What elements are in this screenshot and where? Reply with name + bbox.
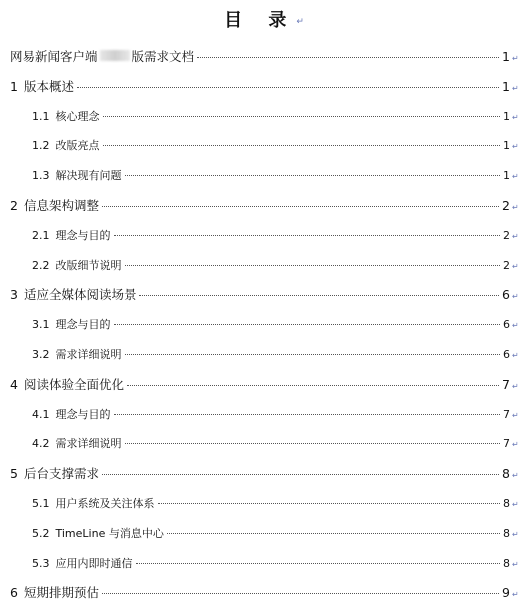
toc-entry-page: 2 (503, 228, 510, 242)
toc-entry-title: 信息架构调整 (23, 197, 99, 213)
paragraph-mark-icon: ↵ (512, 590, 519, 600)
toc-entry-page: 1 (503, 169, 510, 183)
paragraph-mark-icon: ↵ (512, 83, 519, 93)
dot-leader (103, 116, 501, 117)
toc-entry-title: 应用内即时通信 (55, 556, 133, 570)
dot-leader (125, 265, 501, 266)
toc-entry[interactable] (0, 400, 528, 430)
toc-title-text: 目 录 (224, 10, 297, 31)
toc-entry-title: 解决现有问题 (55, 169, 122, 183)
paragraph-mark-icon: ↵ (512, 559, 519, 569)
toc-entry[interactable] (0, 42, 528, 72)
toc-entry-number: 3.1 (32, 318, 50, 332)
toc-entry-number: 2.2 (32, 258, 50, 272)
paragraph-mark-icon: ↵ (512, 292, 519, 302)
toc-entry-title: 版本概述 (23, 78, 74, 94)
toc-entry-page: 6 (503, 318, 510, 332)
dot-leader (103, 145, 501, 146)
dot-leader (114, 414, 501, 415)
toc-entry-page: 6 (502, 287, 510, 303)
dot-leader (102, 593, 499, 594)
paragraph-mark-icon: ↵ (512, 172, 519, 182)
toc-entry-title: 理念与目的 (55, 228, 111, 242)
paragraph-mark-icon: ↵ (512, 529, 519, 539)
toc-entry-page: 2 (502, 197, 510, 213)
toc-entry-number: 5 (10, 466, 18, 482)
toc-entry[interactable] (0, 549, 528, 579)
toc-entry-title: 核心理念 (55, 109, 100, 123)
toc-entry-title: 短期排期预估 (23, 585, 99, 601)
dot-leader (197, 57, 499, 58)
toc-entry-number: 1.3 (32, 169, 50, 183)
toc-entry-page: 7 (502, 376, 510, 392)
toc-entry-title: 后台支撑需求 (23, 466, 99, 482)
toc-entry-title: 改版亮点 (55, 139, 100, 153)
toc-entry[interactable] (0, 131, 528, 161)
toc-entry-page: 7 (503, 407, 510, 421)
toc-entry[interactable] (0, 578, 528, 608)
paragraph-mark-icon: ↵ (512, 231, 519, 241)
toc-entry[interactable] (0, 72, 528, 102)
toc-entry-number: 4 (10, 376, 18, 392)
toc-title (0, 6, 528, 32)
paragraph-mark-icon: ↵ (512, 321, 519, 331)
toc-entry-page: 8 (503, 496, 510, 510)
toc-entry-number: 4.1 (32, 407, 50, 421)
toc-entry-number: 6 (10, 585, 18, 601)
dot-leader (102, 206, 499, 207)
toc-entry-number: 4.2 (32, 437, 50, 451)
toc-entry-title: 适应全媒体阅读场景 (23, 287, 137, 303)
toc-entry[interactable] (0, 191, 528, 221)
dot-leader (77, 87, 499, 88)
toc-entry-title: 理念与目的 (55, 407, 111, 421)
toc-entry[interactable] (0, 370, 528, 400)
toc-entry[interactable] (0, 221, 528, 251)
paragraph-mark-icon: ↵ (512, 410, 519, 420)
toc-entry-title: 网易新闻客户端 (10, 49, 98, 64)
toc-entry-title: 需求详细说明 (55, 437, 122, 451)
toc-entry-number: 2 (10, 197, 18, 213)
paragraph-mark-icon: ↵ (512, 202, 519, 212)
toc-entry-page: 1 (503, 109, 510, 123)
toc-entry[interactable] (0, 161, 528, 191)
paragraph-mark-icon: ↵ (512, 54, 519, 63)
dot-leader (114, 235, 501, 236)
toc-entry-number: 3 (10, 287, 18, 303)
paragraph-mark-icon: ↵ (512, 440, 519, 450)
toc-entry-page: 8 (503, 526, 510, 540)
dot-leader (127, 385, 499, 386)
redacted-blur (100, 50, 130, 61)
toc-entry-page: 1 (502, 78, 510, 94)
toc-entry-number: 5.2 (32, 526, 50, 540)
toc-entry-title: 阅读体验全面优化 (23, 376, 124, 392)
toc-entry-page: 1 (503, 139, 510, 153)
toc-entry-title-suffix: 版需求文档 (131, 49, 195, 64)
toc-entry[interactable] (0, 310, 528, 340)
paragraph-mark-icon: ↵ (512, 381, 519, 391)
paragraph-mark-icon: ↵ (296, 17, 304, 27)
toc-entry-number: 2.1 (32, 228, 50, 242)
toc-entry-title: 理念与目的 (55, 318, 111, 332)
dot-leader (114, 324, 501, 325)
toc-list (0, 42, 528, 608)
toc-entry-title: 改版细节说明 (55, 258, 122, 272)
paragraph-mark-icon: ↵ (512, 350, 519, 360)
toc-entry-title: 用户系统及关注体系 (55, 496, 155, 510)
toc-entry-number: 3.2 (32, 347, 50, 361)
dot-leader (139, 295, 499, 296)
toc-entry-number: 1.1 (32, 109, 50, 123)
toc-entry-page: 7 (503, 437, 510, 451)
dot-leader (167, 533, 500, 534)
toc-entry-page: 9 (502, 585, 510, 601)
toc-entry-page: 8 (502, 466, 510, 482)
dot-leader (136, 563, 501, 564)
toc-entry-number: 1.2 (32, 139, 50, 153)
paragraph-mark-icon: ↵ (512, 112, 519, 122)
toc-entry[interactable] (0, 340, 528, 370)
toc-entry-page: 2 (503, 258, 510, 272)
toc-entry[interactable] (0, 251, 528, 281)
toc-entry[interactable] (0, 459, 528, 489)
paragraph-mark-icon: ↵ (512, 499, 519, 509)
toc-entry-page: 8 (503, 556, 510, 570)
paragraph-mark-icon: ↵ (512, 471, 519, 481)
dot-leader (125, 354, 501, 355)
dot-leader (125, 443, 501, 444)
dot-leader (125, 175, 501, 176)
toc-entry-title: TimeLine 与消息中心 (55, 526, 164, 540)
toc-entry[interactable] (0, 280, 528, 310)
toc-entry-title: 需求详细说明 (55, 347, 122, 361)
toc-entry[interactable] (0, 429, 528, 459)
dot-leader (158, 503, 501, 504)
toc-entry[interactable] (0, 102, 528, 132)
dot-leader (102, 474, 499, 475)
toc-entry-page: 1 (502, 49, 510, 64)
paragraph-mark-icon: ↵ (512, 261, 519, 271)
toc-entry-number: 1 (10, 78, 18, 94)
toc-entry[interactable] (0, 489, 528, 519)
toc-entry-number: 5.3 (32, 556, 50, 570)
toc-entry-page: 6 (503, 347, 510, 361)
toc-entry[interactable] (0, 519, 528, 549)
toc-entry-number: 5.1 (32, 496, 50, 510)
paragraph-mark-icon: ↵ (512, 142, 519, 152)
